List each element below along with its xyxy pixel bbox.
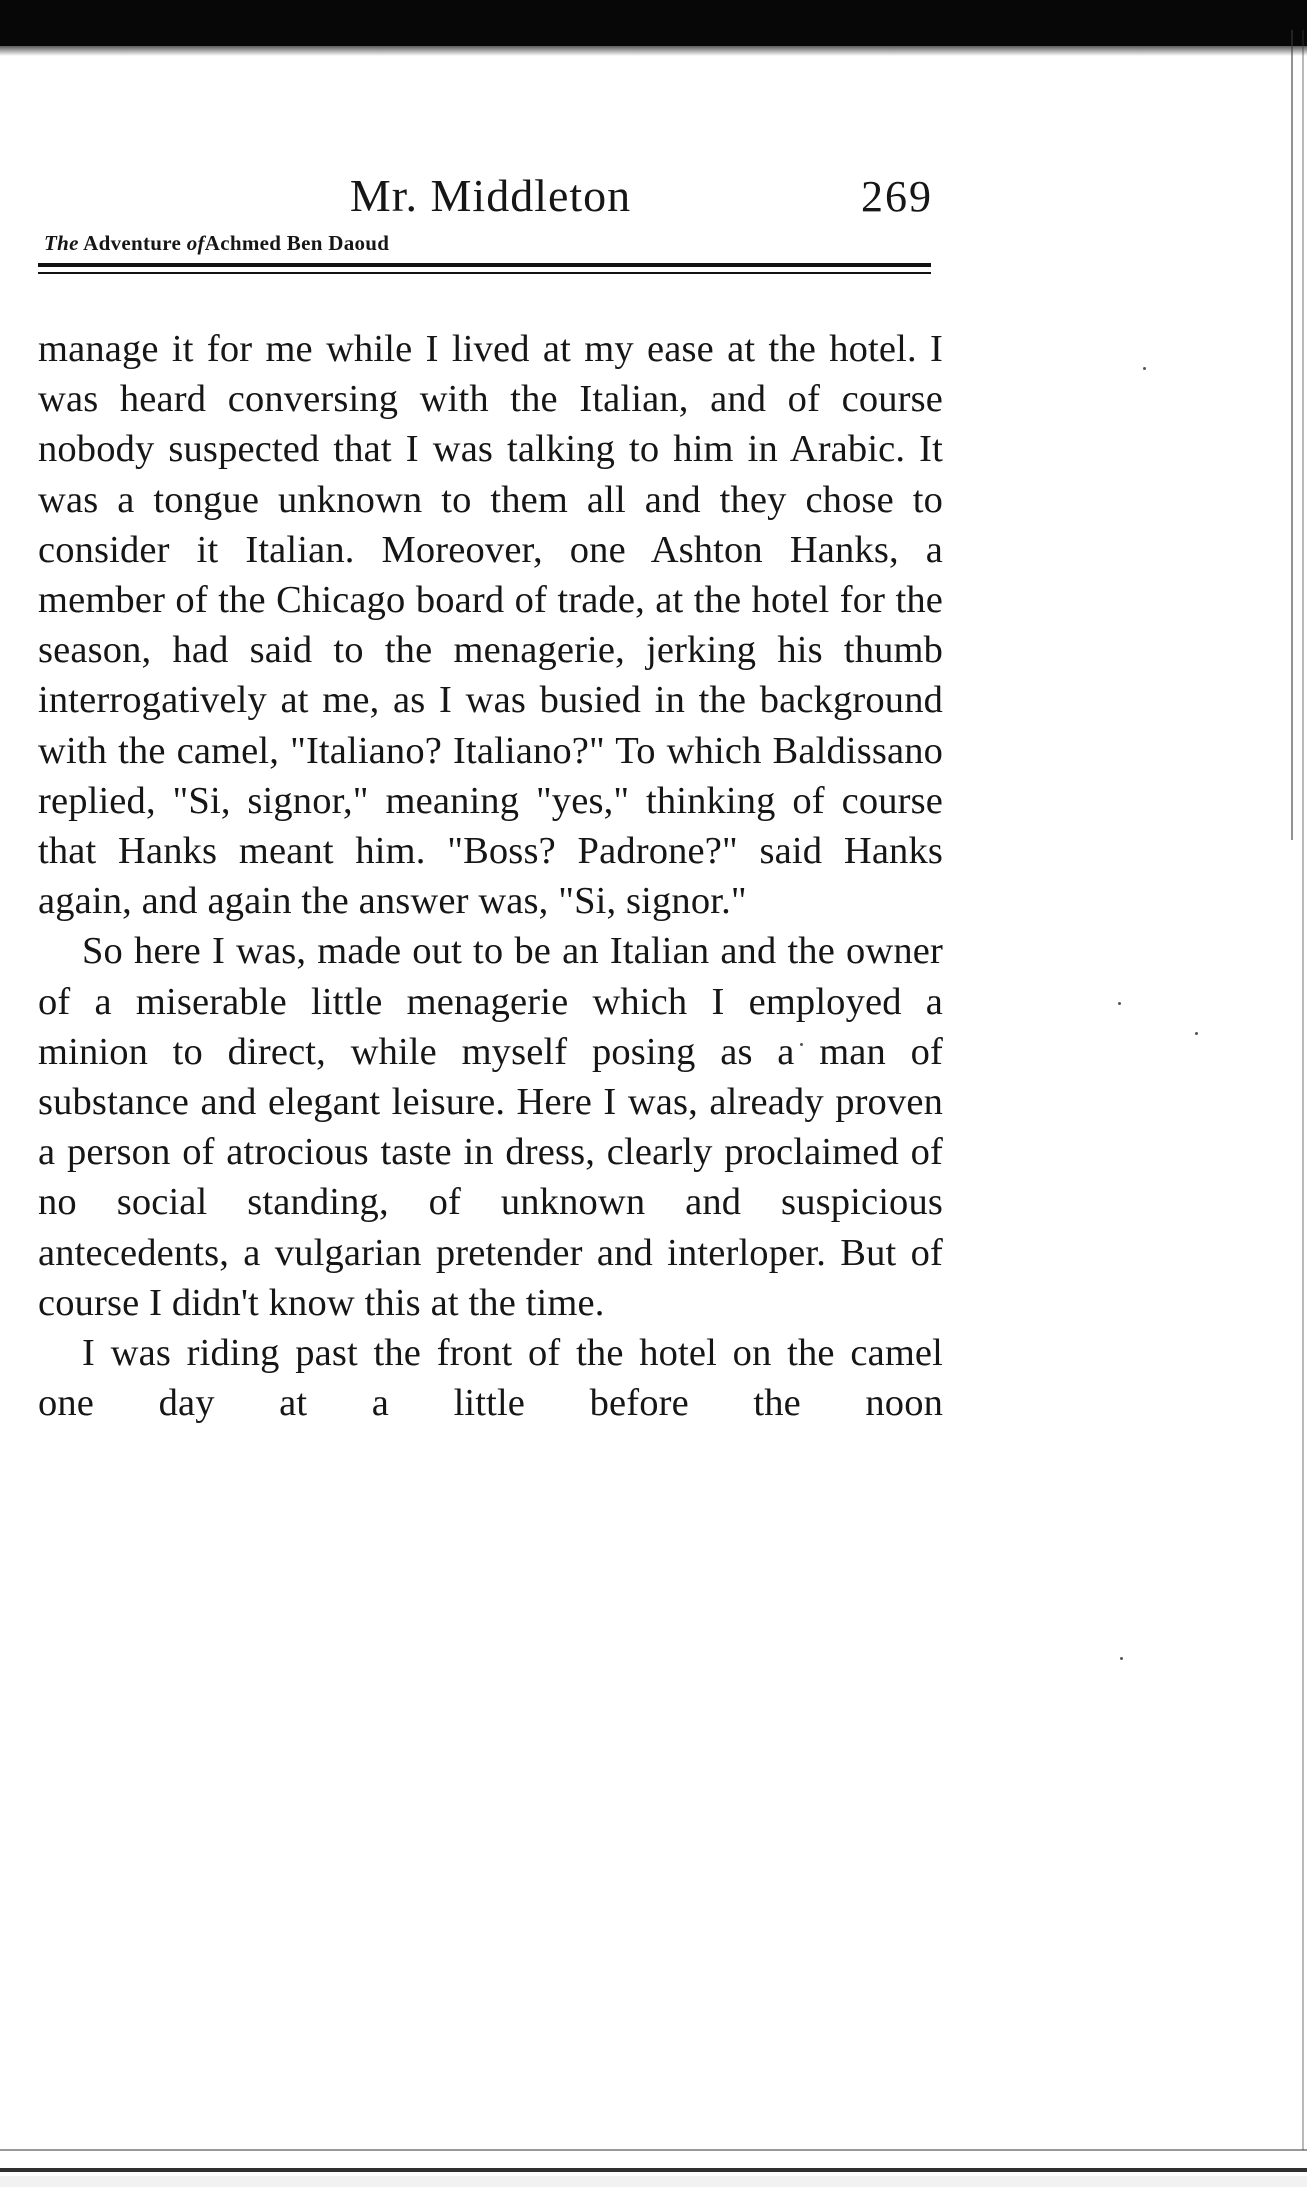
- scan-bottom-line-thick: [0, 2168, 1307, 2172]
- chapter-subtitle: [44, 233, 389, 254]
- scan-bottom-margin: [0, 2176, 1307, 2187]
- scan-top-shadow: [0, 46, 1307, 56]
- paragraph-3: I was riding past the front of the hotel on the camel one day at a little before the noon: [38, 1332, 943, 1425]
- subtitle-name: Achmed Ben Daoud: [204, 231, 390, 255]
- paragraph-2: So here I was, made out to be an Italian and the owner of a miserable little menagerie which I employed a minion to direct, while myself posing as a man of substance and elegant leisure. Here I was, already proven a person of atrocious taste in dress, clearly proclaimed of no social standing, of unknown and suspicious antecedents, a vulgarian pretender and interloper. But of course I didn't know this at the time.: [38, 930, 943, 1324]
- body-text: [38, 324, 943, 1428]
- scan-bottom-line-thin: [0, 2149, 1307, 2151]
- page-number: 269: [861, 172, 933, 221]
- page-edge-right-inner: [1291, 30, 1293, 840]
- header-rule-thick: [38, 263, 931, 267]
- paragraph-1: manage it for me while I lived at my ease at the hotel. I was heard conversing with the Italian, and of course nobody suspected that I was talking to him in Arabic. It was a tongue unknown to them all and they chose to consider it Italian. Moreover, one Ashton Hanks, a member of the Chicago board of trade, at the hotel for the season, had said to the menagerie, jerking his thumb interrogatively at me, as I was busied in the background with the camel, "Italiano? Italiano?" To which Baldissano replied, "Si, signor," meaning "yes," thinking of course that Hanks meant him. "Boss? Padrone?" said Hanks again, and again the answer was, "Si, signor.": [38, 328, 943, 923]
- subtitle-adventure: Adventure: [83, 231, 182, 255]
- subtitle-of: of: [186, 231, 205, 255]
- page-edge-right-outer: [1302, 30, 1304, 2150]
- scan-top-border: [0, 0, 1307, 46]
- running-title: Mr. Middleton: [349, 170, 632, 221]
- subtitle-the: The: [44, 231, 79, 255]
- header-rule-thin: [38, 272, 931, 274]
